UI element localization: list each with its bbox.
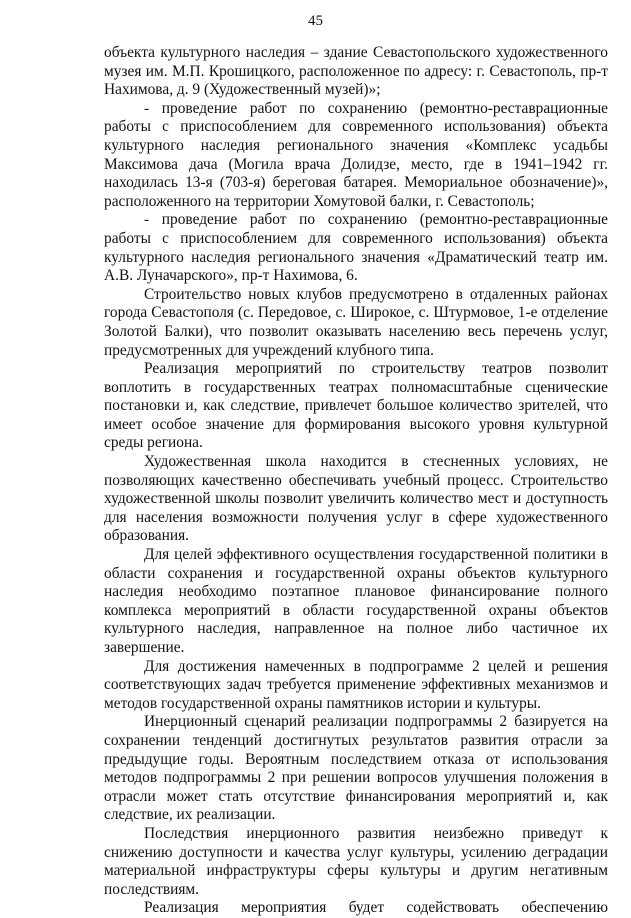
paragraph-art-museum-works: - проведение работ по сохранению (ремонтно-реставрационные работы с приспособлением для современного использования) объекта культурного наследия регионального значения «Комплекс усадьбы Максимова дача (Могила врача Долидзе, место, где в 1941–1942 гг. находилась 13-я (703-я) береговая батарея. Мемориальное обозначение)», расположенного на территории Хомутовой балки, г. Севастополь; xyxy=(104,99,608,210)
paragraph-new-clubs: Строительство новых клубов предусмотрено в отдаленных районах города Севастополя (с. Передовое, с. Широкое, с. Штурмовое, 1-е отделение Золотой Балки), что позволит оказывать населению весь перечень услуг, предусмотренных для учреждений клубного типа. xyxy=(104,285,608,359)
paragraph-heritage-policy: Для целей эффективного осуществления государственной политики в области сохранения и государственной охраны объектов культурного наследия необходимо поэтапное плановое финансирование полного комплекса мероприятий в области государственной охраны объектов культурного наследия, направленное на полное либо частичное их завершение. xyxy=(104,546,608,656)
paragraph-implementation: Реализация мероприятия будет содействовать обеспечению xyxy=(144,899,608,917)
page-number: 45 xyxy=(308,13,323,29)
paragraph-drama-theater-works: - проведение работ по сохранению (ремонтно-реставрационные работы с приспособлением для современного использования) объекта культурного наследия регионального значения «Драматический театр им. А.В. Луначарского», пр-т Нахимова, 6. xyxy=(104,211,608,285)
paragraph-art-school: Художественная школа находится в стесненных условиях, не позволяющих качественно обеспечивать учебный процесс. Строительство художественной школы позволит увеличить количество мест и доступность для населения возможности получения услуг в сфере художественного образования. xyxy=(104,453,608,545)
paragraph-consequences: Последствия инерционного развития неизбежно приведут к снижению доступности и качества услуг культуры, усилению деградации материальной инфраструктуры сферы культуры и другим негативным последствиям. xyxy=(104,824,608,898)
paragraph-inertial-scenario: Инерционный сценарий реализации подпрограммы 2 базируется на сохранении тенденций достигнутых результатов развития отрасли за предыдущие годы. Вероятным последствием отказа от использования методов подпрограммы 2 при решении вопросов улучшения положения в отрасли может стать отсутствие финансирования мероприятий и, как следствие, их реализации. xyxy=(104,713,608,824)
paragraph-continuation: объекта культурного наследия – здание Севастопольского художественного музея им. М.П. Крошицкого, расположенное по адресу: г. Севастополь, пр-т Нахимова, д. 9 (Художественный музей)»; xyxy=(104,44,608,99)
body-text xyxy=(104,44,608,918)
paragraph-theaters: Реализация мероприятий по строительству театров позволит воплотить в государственных театрах полномасштабные сценические постановки и, как следствие, привлечет большое количество зрителей, что имеет особое значение для формирования высокого уровня культурной среды региона. xyxy=(104,360,608,452)
paragraph-goals: Для достижения намеченных в подпрограмме 2 целей и решения соответствующих задач требуется применение эффективных механизмов и методов государственной охраны памятников истории и культуры. xyxy=(104,657,608,712)
